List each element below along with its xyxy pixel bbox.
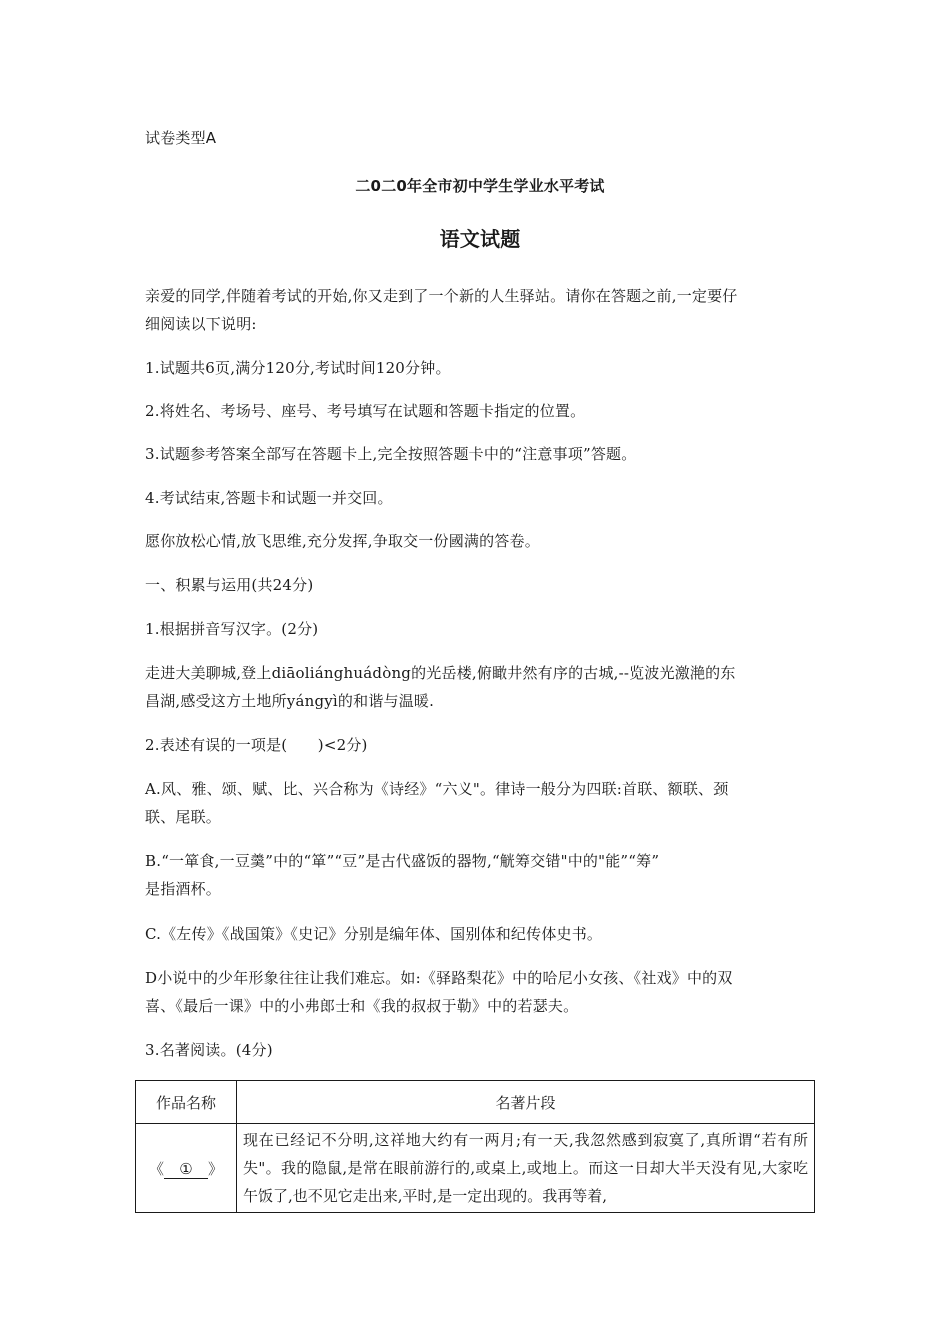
answer-blank-1: ① <box>164 1160 208 1179</box>
instruction-item: 3.试题参考答案全部写在答题卡上,完全按照答题卡中的“注意事项”答题。 <box>145 445 637 463</box>
option-b-line-2: 是指酒杯。 <box>145 880 222 898</box>
instruction-item: 4.考试结束,答题卡和试题一并交回。 <box>145 489 393 507</box>
header-excerpt: 名著片段 <box>237 1081 815 1124</box>
option-d-line-1: D小说中的少年形象往往让我们难忘。如:《驿路梨花》中的哈尼小女孩、《社戏》中的双 <box>145 969 733 987</box>
option-a-line-1: A.风、雅、颂、赋、比、兴合称为《诗经》“六义"。律诗一般分为四联:首联、额联、颈 <box>145 780 729 798</box>
option-b-line-1: B.“一箪食,一豆羹”中的“箪”“豆”是古代盛饭的器物,“觥筹交错"中的"能”“筹” <box>145 852 660 870</box>
instruction-item: 2.将姓名、考场号、座号、考号填写在试题和答题卡指定的位置。 <box>145 402 586 420</box>
work-name-cell <box>136 1124 237 1213</box>
question-1-line-1: 走进大美聊城,登上diāoliánghuádòng的光岳楼,俯瞰井然有序的古城,--览波光激滟的东 <box>145 664 736 682</box>
wish-text: 愿你放松心情,放飞思维,充分发挥,争取交一份國满的答卷。 <box>145 532 540 550</box>
section-title: 一、积累与运用(共24分) <box>145 576 314 594</box>
header-work-name: 作品名称 <box>136 1081 237 1124</box>
option-c: C.《左传》《战国策》《史记》分别是编年体、国别体和纪传体史书。 <box>145 925 603 943</box>
works-table <box>135 1080 815 1213</box>
question-2-prompt: 2.表述有误的一项是( )<2分) <box>145 736 368 754</box>
intro-line-1: 亲爱的同学,伴随着考试的开始,你又走到了一个新的人生驿站。请你在答题之前,一定要仔 <box>145 287 738 305</box>
question-3-prompt: 3.名著阅读。(4分) <box>145 1041 273 1059</box>
subject-title: 语文试题 <box>439 227 521 251</box>
instruction-item: 1.试题共6页,满分120分,考试时间120分钟。 <box>145 359 451 377</box>
paper-type-label: 试卷类型A <box>145 129 217 147</box>
option-a-line-2: 联、尾联。 <box>145 808 222 826</box>
book-open-mark: 《 <box>148 1159 164 1178</box>
question-1-line-2: 昌湖,感受这方土地所yángyì的和谐与温暖. <box>145 692 435 710</box>
option-d-line-2: 喜、《最后一课》中的小弗郎士和《我的叔叔于勒》中的若瑟夫。 <box>145 997 579 1015</box>
question-1-prompt: 1.根据拼音写汉字。(2分) <box>145 620 319 638</box>
intro-line-2: 细阅读以下说明: <box>145 315 257 333</box>
table-header-row <box>136 1081 815 1124</box>
table-row <box>136 1124 815 1213</box>
book-close-mark: 》 <box>208 1159 224 1178</box>
excerpt-cell: 现在已经记不分明,这祥地大约有一两月;有一天,我忽然感到寂寞了,真所谓“若有所失"。我的隐鼠,是常在眼前游行的,或桌上,或地上。而这一日却大半天没有见,大家吃午饭了,也不见它走出来,平时,是一定出现的。我再等着, <box>237 1124 815 1213</box>
exam-title: 二0二0年全市初中学生学业水平考试 <box>355 177 605 195</box>
